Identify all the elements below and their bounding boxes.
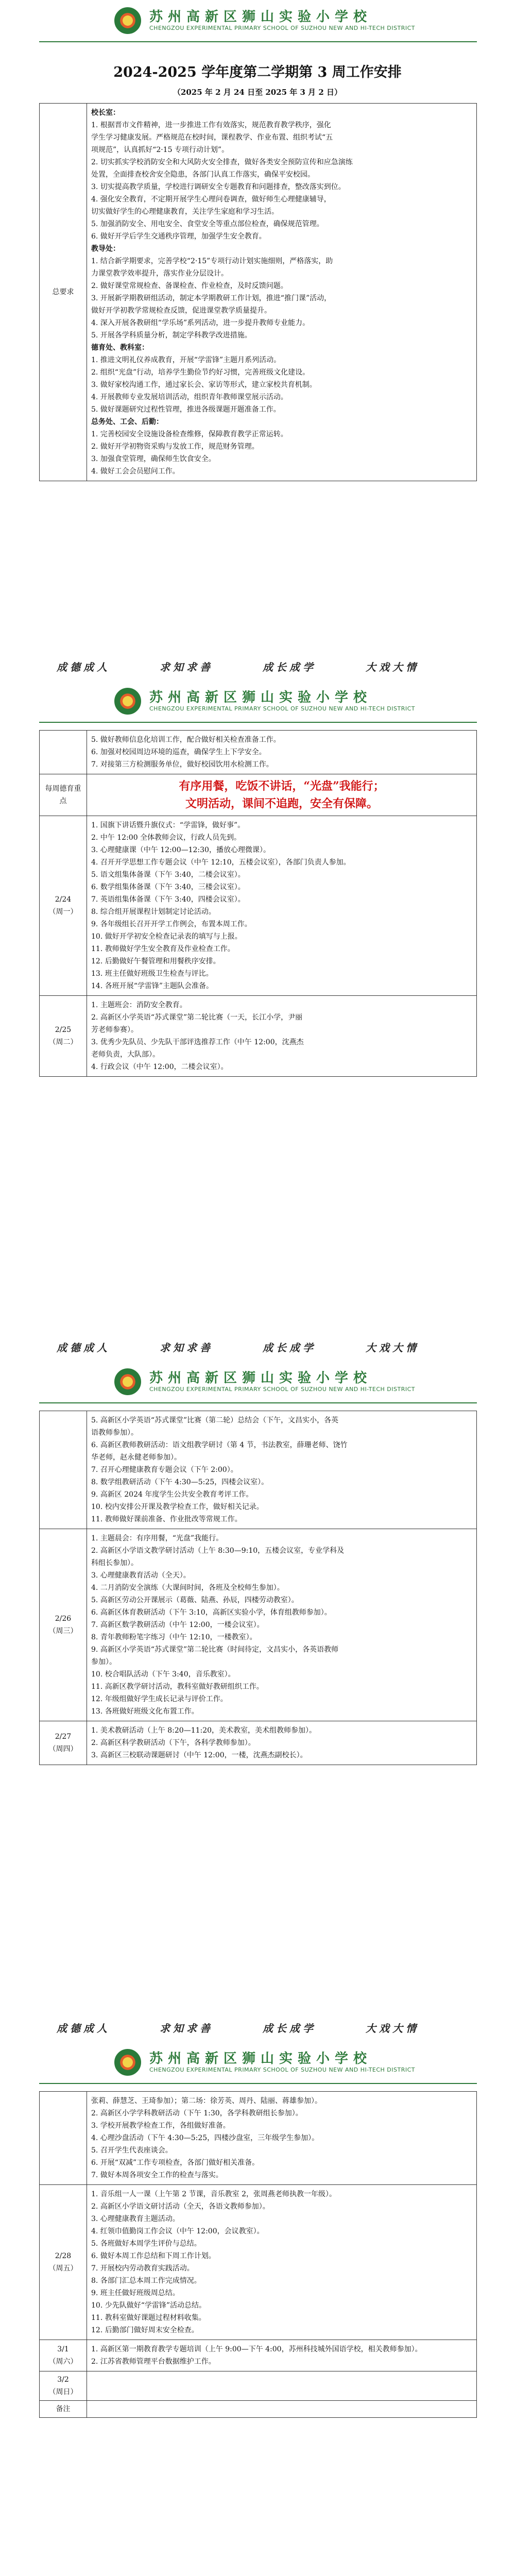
schedule-line: 6. 高新区教师教研活动：语文组教学研讨（第 4 节，书法教室，薛珊老师、饶竹 [91, 1441, 348, 1449]
motto-2: 求知求善 [160, 1342, 213, 1354]
section-heading: 校长室： [91, 109, 120, 117]
motto-4: 大戏大情 [366, 2022, 419, 2035]
schedule-line: 8. 青年教师粉笔字练习（中午 12:10，一楼教室）。 [91, 1633, 257, 1641]
document-subtitle: （2025 年 2 月 24 日至 2025 年 3 月 2 日） [173, 88, 342, 97]
motto-4: 大戏大情 [366, 1342, 419, 1354]
day-wednesday-content [87, 1529, 477, 1721]
schedule-line: 4. 行政会议（中午 12:00，二楼会议室）。 [91, 1063, 228, 1071]
slogan-label: 每周德育重点 [40, 774, 87, 816]
schedule-line: 张莉、薛慧芝、王琦参加）；第二场：徐芳英、周丹、陆丽、蒋雄参加）。 [91, 2097, 322, 2105]
document-title: 2024-2025 学年度第二学期第 3 周工作安排 [113, 64, 402, 80]
schedule-line: 5. 高新区劳动公开课展示（葛薇、陆燕、孙辰，四楼劳动教室）。 [91, 1596, 299, 1604]
schedule-line: 5. 做好课题研究过程性管理，推进各级课题开题准备工作。 [91, 405, 281, 414]
schedule-line: 13. 各班做好班级文化布置工作。 [91, 1707, 199, 1716]
schedule-line: 8. 数学组教研活动（下午 4:30—5:25，四楼会议室）。 [91, 1478, 269, 1486]
weekday-text: （周日） [48, 2388, 78, 2396]
schedule-line: 10. 做好开学初安全检查记录表的填写与上报。 [91, 933, 242, 941]
continued-label [40, 2092, 87, 2185]
school-english-name: CHENGZOU EXPERIMENTAL PRIMARY SCHOOL OF SUZHOU NEW AND HI-TECH DISTRICT [149, 2066, 416, 2073]
school-english-name: CHENGZOU EXPERIMENTAL PRIMARY SCHOOL OF SUZHOU NEW AND HI-TECH DISTRICT [149, 25, 416, 31]
weekday-text: （周四） [48, 1745, 78, 1753]
section-heading: 总务处、工会、后勤： [91, 418, 163, 426]
schedule-line: 4. 做好工会会员慰问工作。 [91, 467, 180, 476]
schedule-line: 4. 心理沙盘活动（下午 4:30—5:25，四楼沙盘室，三年级学生参加）。 [91, 2134, 319, 2142]
schedule-line: 2. 高新区小学语文教学研讨活动（上午 8:30—9:10，五楼会议室，专业学科及 [91, 1547, 345, 1555]
schedule-line: 学生学习健康发展。严格规范在校时间，课程教学、作业布置、组织考试“五 [91, 133, 333, 142]
day-saturday-label [40, 2340, 87, 2371]
schedule-line: 10. 校内安排公开课及教学检查工作，做好相关记录。 [91, 1503, 264, 1511]
continued-content [87, 731, 477, 774]
schedule-line: 2. 做好开学初物资采购与发放工作，规范财务管理。 [91, 443, 259, 451]
schedule-line: 2. 高新区小学学科教研活动（下午 1:30，各学科教研组长参加）。 [91, 2109, 303, 2117]
schedule-line: 2. 中午 12:00 全体教师会议，行政人员先到。 [91, 834, 242, 842]
schedule-table-page1 [39, 103, 477, 481]
date-text: 2/25 [55, 1026, 72, 1034]
day-monday-label [40, 816, 87, 996]
schedule-line: 5. 各班做好本周学生评价与总结。 [91, 2240, 201, 2248]
schedule-line: 5. 高新区小学英语“苏式课堂”比赛（第二轮）总结会（下午，文昌实小，各英 [91, 1416, 339, 1425]
schedule-line: 语教师参加）。 [91, 1429, 138, 1437]
page-4 [0, 2042, 515, 2576]
school-logo-icon [114, 7, 141, 34]
schedule-line: 1. 完善校园安全设施设备检查维修，保障教育教学正常运转。 [91, 430, 288, 438]
schedule-line: 8. 各部门汇总本周工作完成情况。 [91, 2277, 201, 2285]
school-name: 苏州高新区狮山实验小学校 [149, 690, 372, 705]
schedule-line: 1. 音乐组一人一课（上午第 2 节课，音乐教室 2，张周燕老师执教一年级）。 [91, 2190, 336, 2198]
weekly-slogan [87, 774, 477, 816]
schedule-line: 做好开学初教学常规检查反馈，促进课堂教学质量提升。 [91, 307, 271, 315]
schedule-line: 12. 年级组做好学生成长记录与评价工作。 [91, 1695, 228, 1703]
date-text: 3/1 [57, 2345, 69, 2353]
schedule-line: 3. 心理健康教育主题活动。 [91, 2215, 180, 2223]
schedule-line: 1. 主题班会：消防安全教育。 [91, 1001, 187, 1009]
schedule-line: 切实做好学生的心理健康教育，关注学生家庭和学习生活。 [91, 208, 279, 216]
schedule-line: 7. 召开心理健康教育专题会议（下午 2:00）。 [91, 1466, 238, 1474]
day-monday-content [87, 816, 477, 996]
schedule-line: 7. 英语组集体备课（下午 3:40，四楼会议室）。 [91, 895, 245, 904]
schedule-line: 2. 组织“光盘”行动，培养学生勤俭节约好习惯，完善班级文化建设。 [91, 368, 310, 377]
section-heading: 德育处、教科室： [91, 344, 149, 352]
continued-content [87, 1411, 477, 1529]
schedule-line: 力课堂教学效率提升，落实作业分层设计。 [91, 269, 228, 278]
schedule-line: 1. 国旗下讲话暨升旗仪式：“学雷锋，做好事”。 [91, 821, 245, 829]
schedule-table-page2 [39, 730, 477, 1077]
day-thursday-label [40, 1721, 87, 1765]
weekday-text: （周一） [48, 908, 78, 916]
schedule-line: 参加）。 [91, 1658, 116, 1666]
continued-content [87, 2092, 477, 2185]
weekday-text: （周二） [48, 1038, 78, 1046]
date-text: 2/24 [55, 895, 72, 904]
schedule-line: 7. 开展校内劳动教育实践活动。 [91, 2264, 194, 2273]
page-2 [0, 681, 515, 1361]
remark-label: 备注 [40, 2401, 87, 2418]
schedule-line: 华老师，赵永健老师参加）。 [91, 1453, 181, 1462]
schedule-line: 3. 开展新学期教研组活动，制定本学期教研工作计划，推进“推门课”活动， [91, 294, 332, 302]
schedule-line: 1. 根据晋市文件精神，进一步推进工作有效落实，规范教育教学秩序，强化 [91, 121, 331, 129]
schedule-line: 1. 推进文明礼仪养成教育，开展“学雷锋”主题月系列活动。 [91, 356, 281, 364]
schedule-line: 2. 江苏省教师管理平台数据维护工作。 [91, 2358, 216, 2366]
header-divider [39, 41, 477, 42]
date-text: 2/26 [55, 1615, 72, 1623]
page-1 [0, 0, 515, 681]
schedule-line: 4. 红领巾值勤岗工作会议（中午 12:00，会议教室）。 [91, 2227, 264, 2235]
motto-2: 求知求善 [160, 661, 213, 673]
schedule-line: 7. 对接第三方检测服务单位，做好校园饮用水检测工作。 [91, 760, 273, 769]
schedule-line: 2. 高新区小学语文研讨活动（全天，各语文教师参加）。 [91, 2202, 270, 2211]
remark-content [87, 2401, 477, 2418]
schedule-table-page3 [39, 1411, 477, 1765]
motto-3: 成长成学 [263, 1342, 316, 1354]
weekday-text: （周五） [48, 2264, 78, 2273]
page-footer [0, 2011, 515, 2042]
schedule-line: 3. 优秀少先队员、少先队干部评选推荐工作（中午 12:00，沈燕杰 [91, 1038, 304, 1046]
header-divider [39, 1402, 477, 1403]
motto-4: 大戏大情 [366, 661, 419, 673]
schedule-line: 10. 少先队做好“学雷锋”活动总结。 [91, 2301, 207, 2310]
schedule-line: 14. 各班开展“学雷锋”主题队会准备。 [91, 982, 214, 990]
schedule-line: 芳老师参赛）。 [91, 1026, 138, 1034]
motto-1: 成德成人 [57, 661, 110, 673]
page-header [0, 1361, 515, 1402]
schedule-table-page4 [39, 2091, 477, 2418]
schedule-line: 6. 做好本周工作总结和下周工作计划。 [91, 2252, 216, 2260]
slogan-line-1: 有序用餐，吃饭不讲话，“光盘”我能行； [179, 779, 385, 793]
schedule-line: 3. 学校开展教学检查工作，各组做好准备。 [91, 2122, 230, 2130]
schedule-line: 11. 教师做好学生安全教育及作业检查工作。 [91, 945, 235, 953]
page-header [0, 2042, 515, 2083]
schedule-line: 6. 数学组集体备课（下午 3:40，三楼会议室）。 [91, 883, 245, 891]
section-heading: 教导处： [91, 245, 120, 253]
schedule-line: 5. 语文组集体备课（下午 3:40，二楼会议室）。 [91, 871, 245, 879]
schedule-line: 12. 后勤做好午餐管理和用餐秩序安排。 [91, 957, 220, 965]
schedule-line: 1. 结合新学期要求，完善学校“2·15”专项行动计划实施细则，严格落实，助 [91, 257, 333, 265]
schedule-line: 老师负责，大队部）。 [91, 1050, 160, 1059]
day-sunday-content [87, 2371, 477, 2401]
continued-label [40, 731, 87, 774]
schedule-line: 2. 高新区小学英语“苏式课堂”第二轮比赛（一天，长江小学，尹丽 [91, 1013, 303, 1022]
schedule-line: 9. 班主任做好班级周总结。 [91, 2289, 180, 2297]
motto-3: 成长成学 [263, 661, 316, 673]
schedule-line: 3. 高新区三校联动课题研讨（中午 12:00，一楼，沈燕杰副校长）。 [91, 1751, 307, 1759]
schedule-line: 3. 切实提高教学质量，学校进行调研安全专题教育和问题排查，整改落实到位。 [91, 183, 346, 191]
schedule-line: 4. 开展教师专业发展培训活动，组织青年教师课堂展示活动。 [91, 393, 288, 401]
schedule-line: 9. 各年级组长召开开学工作例会，布置本周工作。 [91, 920, 252, 928]
schedule-line: 6. 加强对校园周边环境的巡查，确保学生上下学安全。 [91, 748, 266, 756]
day-thursday-content [87, 1721, 477, 1765]
motto-1: 成德成人 [57, 1342, 110, 1354]
focus-content [87, 104, 477, 481]
schedule-line: 2. 做好课堂常规检查、备课检查、作业检查，及时反馈问题。 [91, 282, 288, 290]
schedule-line: 项规范”，认真抓好“2·15 专项行动计划”。 [91, 146, 229, 154]
schedule-line: 13. 班主任做好班级卫生检查与评比。 [91, 970, 213, 978]
date-text: 2/28 [55, 2252, 72, 2260]
day-friday-content [87, 2185, 477, 2340]
schedule-line: 11. 教师做好课前准备、作业批改等常规工作。 [91, 1515, 242, 1523]
schedule-line: 1. 美术教研活动（上午 8:20—11:20，美术教室，美术组教师参加）。 [91, 1726, 317, 1735]
weekday-text: （周六） [48, 2358, 78, 2366]
schedule-line: 8. 综合组开展课程计划制定讨论活动。 [91, 908, 216, 916]
schedule-line: 6. 高新区体育教研活动（下午 3:10，高新区实验小学，体育组教师参加）。 [91, 1608, 332, 1617]
motto-3: 成长成学 [263, 2022, 316, 2035]
school-name: 苏州高新区狮山实验小学校 [149, 1370, 372, 1386]
continued-label [40, 1411, 87, 1529]
school-logo-icon [114, 688, 141, 715]
schedule-line: 10. 校合唱队活动（下午 3:40，音乐教室）。 [91, 1670, 235, 1679]
schedule-line: 7. 做好本周各项安全工作的检查与落实。 [91, 2171, 223, 2179]
header-divider [39, 722, 477, 723]
schedule-line: 4. 召开开学思想工作专题会议（中午 12:10，五楼会议室），各部门负责人参加。 [91, 858, 351, 867]
page-header [0, 0, 515, 41]
schedule-line: 6. 做好开学后学生交通秩序管理，加强学生安全教育。 [91, 232, 266, 241]
schedule-line: 科组长参加）。 [91, 1559, 138, 1567]
focus-label: 总要求 [40, 104, 87, 481]
schedule-line: 5. 召开学生代表座谈会。 [91, 2146, 173, 2155]
schedule-line: 4. 二月消防安全演练（大课间时间，各班及全校师生参加）。 [91, 1584, 284, 1592]
schedule-line: 5. 开展各学科质量分析，制定学科教学改进措施。 [91, 331, 252, 340]
schedule-line: 4. 深入开展各教研组“学乐场”系列活动，进一步提升教师专业能力。 [91, 319, 310, 327]
schedule-line: 11. 教科室做好课题过程材料收集。 [91, 2314, 206, 2322]
school-name: 苏州高新区狮山实验小学校 [149, 2051, 372, 2066]
schedule-line: 4. 强化安全教育，不定期开展学生心理问卷调查，做好师生心理健康辅导， [91, 195, 331, 204]
day-friday-label [40, 2185, 87, 2340]
motto-1: 成德成人 [57, 2022, 110, 2035]
schedule-line: 5. 做好教师信息化培训工作，配合做好相关检查准备工作。 [91, 736, 281, 744]
schedule-line: 9. 高新区小学英语“苏式课堂”第二轮比赛（时间待定，文昌实小，各英语教师 [91, 1646, 339, 1654]
school-name: 苏州高新区狮山实验小学校 [149, 9, 372, 25]
schedule-line: 2. 高新区科学教研活动（下午，各科学教师参加）。 [91, 1739, 255, 1747]
school-english-name: CHENGZOU EXPERIMENTAL PRIMARY SCHOOL OF SUZHOU NEW AND HI-TECH DISTRICT [149, 705, 416, 712]
schedule-line: 6. 开展“双减”工作专项检查，各部门做好相关准备。 [91, 2159, 260, 2167]
motto-2: 求知求善 [160, 2022, 213, 2035]
schedule-line: 3. 加强食堂管理，确保师生饮食安全。 [91, 455, 216, 463]
day-wednesday-label [40, 1529, 87, 1721]
schedule-line: 1. 主题晨会：有序用餐，“光盘”我能行。 [91, 1534, 224, 1543]
schedule-line: 处置，全面排查校舍安全隐患，各部门认真工作落实，确保平安校园。 [91, 171, 315, 179]
page-3 [0, 1361, 515, 2042]
day-sunday-label [40, 2371, 87, 2401]
school-logo-icon [114, 1368, 141, 1395]
schedule-line: 5. 加强消防安全、用电安全、食堂安全等重点部位检查，确保规范管理。 [91, 220, 324, 228]
school-english-name: CHENGZOU EXPERIMENTAL PRIMARY SCHOOL OF SUZHOU NEW AND HI-TECH DISTRICT [149, 1386, 416, 1393]
schedule-line: 12. 后勤部门做好周末安全检查。 [91, 2326, 199, 2334]
date-text: 2/27 [55, 1733, 72, 1741]
page-footer [0, 650, 515, 681]
header-divider [39, 2083, 477, 2084]
schedule-line: 1. 高新区第一期教育教学专题培训（上午 9:00—下午 4:00，苏州科技城外国语学校，相关教师参加）。 [91, 2345, 422, 2353]
day-tuesday-content [87, 996, 477, 1077]
schedule-line: 11. 高新区教学研讨活动，教科室做好教研组织工作。 [91, 1683, 264, 1691]
page-header [0, 681, 515, 722]
slogan-line-2: 文明活动，课间不追跑，安全有保障。 [185, 797, 378, 810]
schedule-line: 9. 高新区 2024 年度学生公共安全教育考评工作。 [91, 1490, 253, 1499]
date-text: 3/2 [57, 2376, 69, 2384]
schedule-line: 3. 心理健康课（中午 12:00—12:30，播放心理微课）。 [91, 846, 270, 854]
day-tuesday-label [40, 996, 87, 1077]
schedule-line: 7. 高新区数学教研活动（中午 12:00，一楼会议室）。 [91, 1621, 264, 1629]
school-logo-icon [114, 2049, 141, 2076]
weekday-text: （周三） [48, 1627, 78, 1635]
page-footer [0, 1330, 515, 1361]
schedule-line: 3. 做好家校沟通工作，通过家长会、家访等形式，建立家校共育机制。 [91, 381, 317, 389]
schedule-line: 3. 心理健康教育活动（全天）。 [91, 1571, 191, 1580]
schedule-line: 2. 切实抓实学校消防安全和大风防火安全排查，做好各类安全预防宣传和应急演练 [91, 158, 353, 166]
day-saturday-content [87, 2340, 477, 2371]
